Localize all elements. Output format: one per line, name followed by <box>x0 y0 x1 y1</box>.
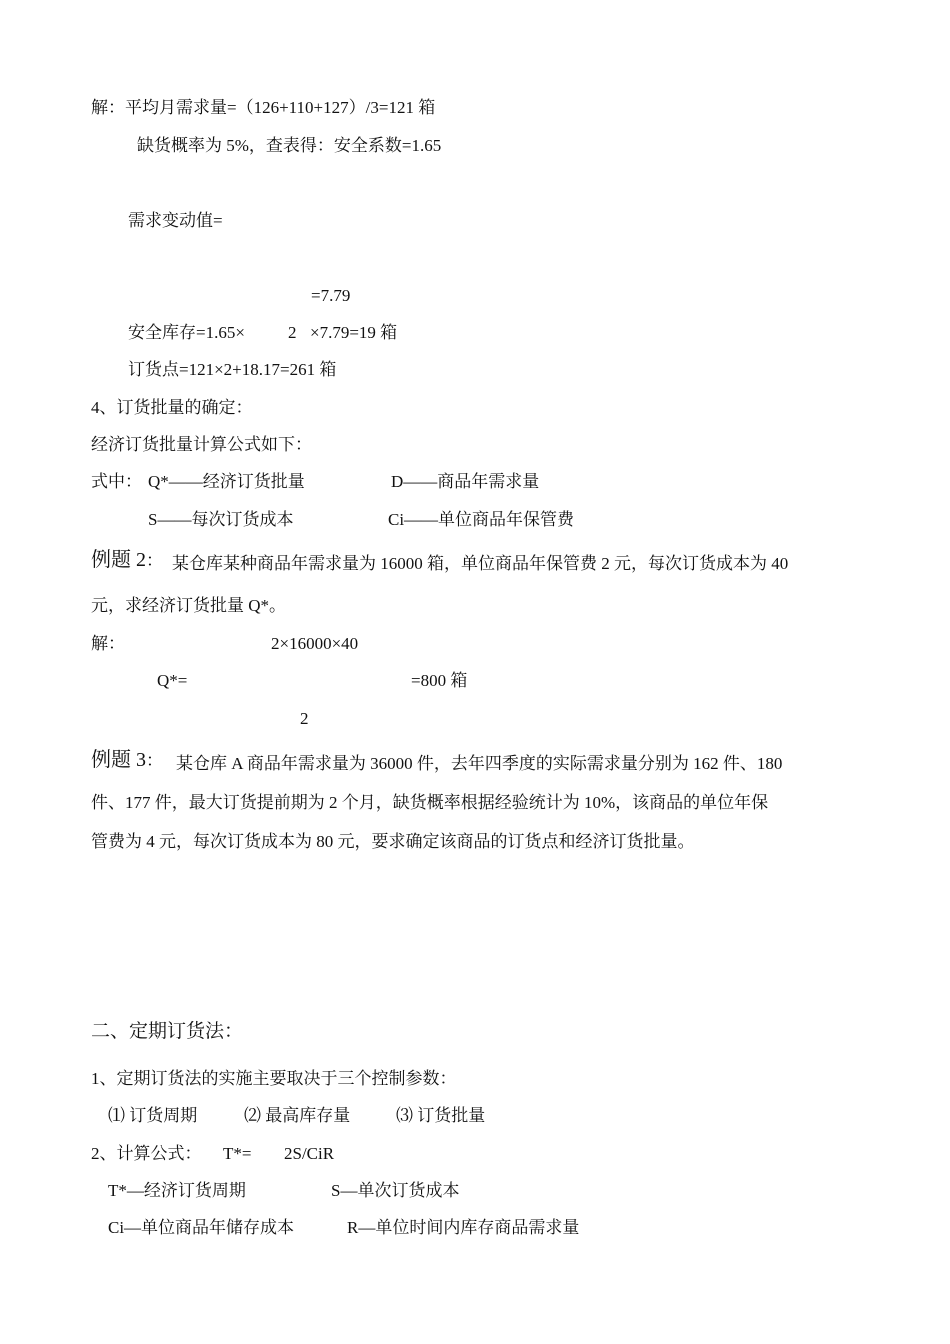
solution1-line4: =7.79 <box>311 286 351 305</box>
example3-text1: 某仓库 A 商品年需求量为 36000 件，去年四季度的实际需求量分别为 162 件、180 <box>176 754 783 773</box>
section-two-title: 二、定期订货法： <box>91 1021 244 1042</box>
example2-result: =800 箱 <box>411 671 468 690</box>
example2-text1: 某仓库某种商品年需求量为 16000 箱，单位商品年保管费 2 元，每次订货成本为 40 <box>172 554 789 573</box>
section4-formula-intro: 经济订货批量计算公式如下： <box>91 435 312 454</box>
section4-def-d: D——商品年需求量 <box>391 472 540 491</box>
section-two-item2-formula: 2S/CiR <box>284 1144 335 1163</box>
section-two-def-t: T*—经济订货周期 <box>108 1181 246 1200</box>
example3-text2: 件、177 件，最大订货提前期为 2 个月，缺货概率根据经验统计为 10%，该商品的单位年保 <box>91 793 769 812</box>
example2-label: 例题 2 <box>91 549 146 571</box>
example2-solution-label: 解： <box>91 634 125 653</box>
section-two-param1: ⑴ 订货周期 <box>108 1106 198 1125</box>
solution1-line1: 解：平均月需求量=（126+110+127）/3=121 箱 <box>91 98 436 117</box>
section-two-item1: 1、定期订货法的实施主要取决于三个控制参数： <box>91 1069 457 1088</box>
solution1-line5b: 2 <box>288 323 297 342</box>
example2-numerator: 2×16000×40 <box>271 634 359 653</box>
solution1-line3: 需求变动值= <box>128 211 223 230</box>
example3-text3: 管费为 4 元，每次订货成本为 80 元，要求确定该商品的订货点和经济订货批量。 <box>91 832 695 851</box>
section4-def-s: S——每次订货成本 <box>148 510 294 529</box>
section-two-def-ci: Ci—单位商品年储存成本 <box>108 1218 295 1237</box>
solution1-line2: 缺货概率为 5%，查表得：安全系数=1.65 <box>137 136 442 155</box>
section-two-def-r: R—单位时间内库存商品需求量 <box>347 1218 580 1237</box>
example3-label: 例题 3 <box>91 749 146 771</box>
section4-title: 4、订货批量的确定： <box>91 398 253 417</box>
example2-heading <box>91 549 163 572</box>
section-two-param3: ⑶ 订货批量 <box>396 1106 486 1125</box>
section4-def-ci: Ci——单位商品年保管费 <box>388 510 575 529</box>
solution1-line5a: 安全库存=1.65× <box>128 323 245 342</box>
section-two-item2-t: T*= <box>223 1144 252 1163</box>
solution1-line5c: ×7.79=19 箱 <box>310 323 398 342</box>
section4-def-prefix: 式中： <box>91 472 142 491</box>
section-two-def-s: S—单次订货成本 <box>331 1181 460 1200</box>
section4-def-q: Q*——经济订货批量 <box>148 472 305 491</box>
example2-q-label: Q*= <box>157 671 188 690</box>
example3-heading <box>91 749 163 772</box>
example2-denominator: 2 <box>300 709 309 728</box>
section-two-item2-prefix: 2、计算公式： <box>91 1144 202 1163</box>
example2-colon: ： <box>146 551 163 570</box>
example3-colon: ： <box>146 751 163 770</box>
solution1-line6: 订货点=121×2+18.17=261 箱 <box>128 360 337 379</box>
example2-text2: 元，求经济订货批量 Q*。 <box>91 596 287 615</box>
section-two-param2: ⑵ 最高库存量 <box>244 1106 351 1125</box>
